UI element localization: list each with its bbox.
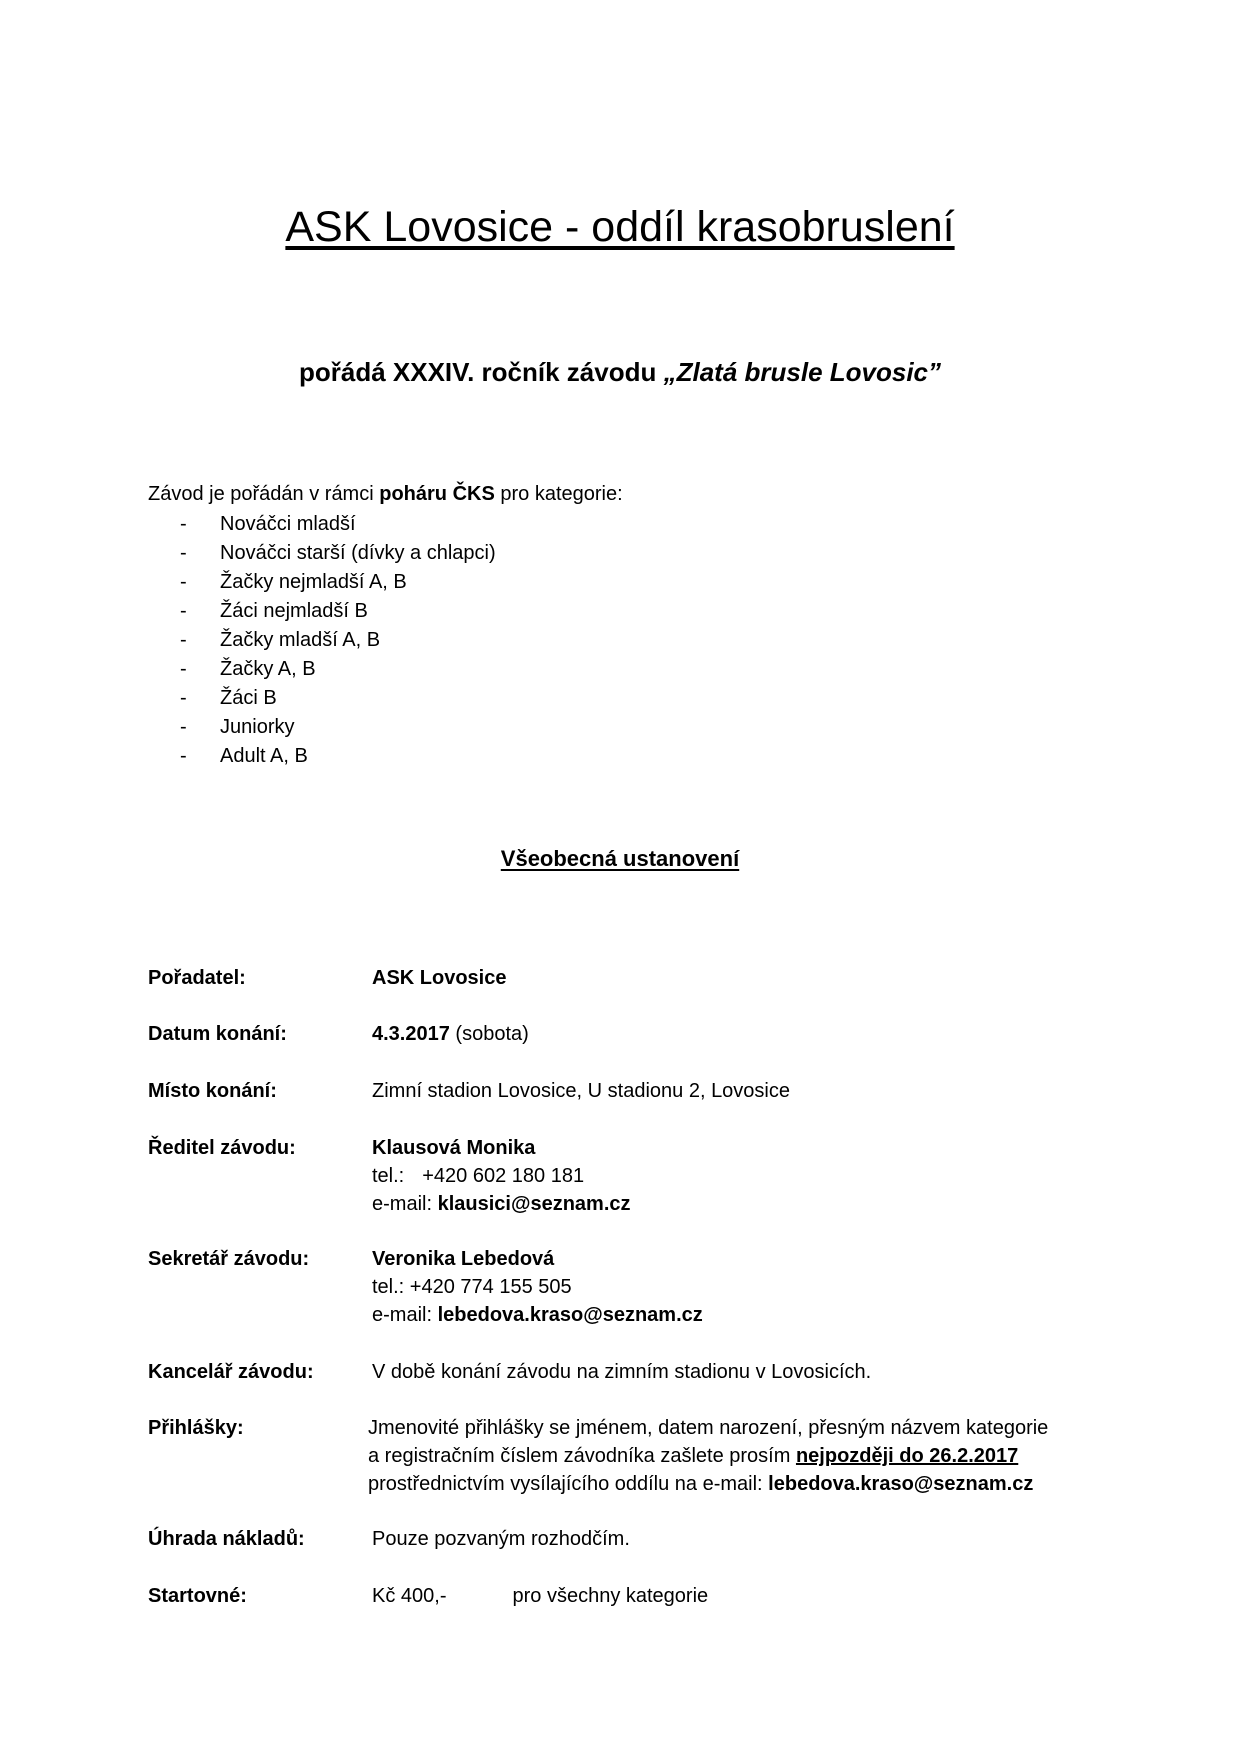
intro-text-after: pro kategorie: — [494, 483, 623, 505]
applications-value — [368, 1414, 1240, 1498]
list-bullet: - — [180, 687, 187, 709]
category-label: Juniorky — [220, 716, 295, 738]
organizer-label: Pořadatel: — [148, 967, 246, 989]
costs-label: Úhrada nákladů: — [148, 1528, 305, 1550]
document-title: ASK Lovosice - oddíl krasobruslení — [285, 203, 955, 251]
office-value: V době konání závodu na zimním stadionu v Lovosicích. — [372, 1361, 872, 1383]
category-item — [180, 568, 496, 597]
category-item — [180, 597, 496, 626]
category-label: Žáci B — [220, 687, 277, 709]
organizer-value — [372, 964, 1240, 992]
list-bullet: - — [180, 716, 187, 738]
date-label: Datum konání: — [148, 1023, 287, 1045]
date-note: (sobota) — [449, 1023, 529, 1045]
section-heading: Všeobecná ustanovení — [500, 846, 740, 871]
date-value — [372, 1020, 1240, 1048]
date-text: 4.3.2017 — [372, 1023, 450, 1045]
list-bullet: - — [180, 600, 187, 622]
category-item — [180, 510, 496, 539]
secretary-email-label: e-mail: — [372, 1304, 438, 1326]
director-label: Ředitel závodu: — [148, 1137, 296, 1159]
list-bullet: - — [180, 513, 187, 535]
intro-cup: poháru ČKS — [379, 483, 495, 505]
secretary-value — [372, 1245, 1240, 1329]
category-label: Žačky nejmladší A, B — [220, 571, 407, 593]
director-email-label: e-mail: — [372, 1193, 438, 1215]
applications-email: lebedova.kraso@seznam.cz — [768, 1473, 1034, 1495]
fee-value — [372, 1582, 1240, 1610]
category-item — [180, 539, 496, 568]
category-label: Žačky A, B — [220, 658, 316, 680]
secretary-label: Sekretář závodu: — [148, 1248, 310, 1270]
subtitle-prefix: pořádá XXXIV. ročník závodu — [298, 357, 664, 387]
category-label: Žáci nejmladší B — [220, 600, 368, 622]
category-item — [180, 742, 496, 771]
list-bullet: - — [180, 629, 187, 651]
list-bullet: - — [180, 571, 187, 593]
category-item — [180, 684, 496, 713]
director-email: klausici@seznam.cz — [437, 1193, 631, 1215]
event-name: „Zlatá brusle Lovosic” — [663, 357, 941, 387]
category-label: Adult A, B — [220, 745, 308, 767]
costs-value: Pouze pozvaným rozhodčím. — [372, 1528, 630, 1550]
category-list — [180, 510, 496, 771]
category-item — [180, 626, 496, 655]
venue-label: Místo konání: — [148, 1080, 277, 1102]
category-label: Nováčci starší (dívky a chlapci) — [220, 542, 496, 564]
category-label: Žačky mladší A, B — [220, 629, 381, 651]
venue-value: Zimní stadion Lovosice, U stadionu 2, Lovosice — [372, 1080, 790, 1102]
applications-line1: Jmenovité přihlášky se jménem, datem narození, přesným názvem kategorie — [368, 1417, 1049, 1439]
applications-line2: a registračním číslem závodníka zašlete prosím — [368, 1445, 796, 1467]
intro-text-before: Závod je pořádán v rámci — [148, 483, 380, 505]
document-subtitle — [0, 357, 1240, 388]
applications-label: Přihlášky: — [148, 1417, 244, 1439]
fee-note: pro všechny kategorie — [512, 1585, 709, 1607]
secretary-name: Veronika Lebedová — [372, 1248, 555, 1270]
category-item — [180, 713, 496, 742]
director-tel-label: tel.: — [372, 1165, 405, 1187]
list-bullet: - — [180, 745, 187, 767]
category-label: Nováčci mladší — [220, 513, 356, 535]
director-name: Klausová Monika — [372, 1137, 536, 1159]
director-value — [372, 1134, 1240, 1218]
secretary-tel: tel.: +420 774 155 505 — [372, 1276, 572, 1298]
fee-label: Startovné: — [148, 1585, 247, 1607]
organizer-name: ASK Lovosice — [372, 967, 507, 989]
applications-line3: prostřednictvím vysílajícího oddílu na e-mail: — [368, 1473, 769, 1495]
list-bullet: - — [180, 542, 187, 564]
category-item — [180, 655, 496, 684]
list-bullet: - — [180, 658, 187, 680]
intro-paragraph — [148, 483, 623, 506]
applications-deadline: nejpozději do 26.2.2017 — [795, 1445, 1019, 1467]
director-tel: +420 602 180 181 — [422, 1165, 585, 1187]
fee-amount: Kč 400,- — [372, 1585, 447, 1607]
secretary-email: lebedova.kraso@seznam.cz — [437, 1304, 703, 1326]
office-label: Kancelář závodu: — [148, 1361, 314, 1383]
